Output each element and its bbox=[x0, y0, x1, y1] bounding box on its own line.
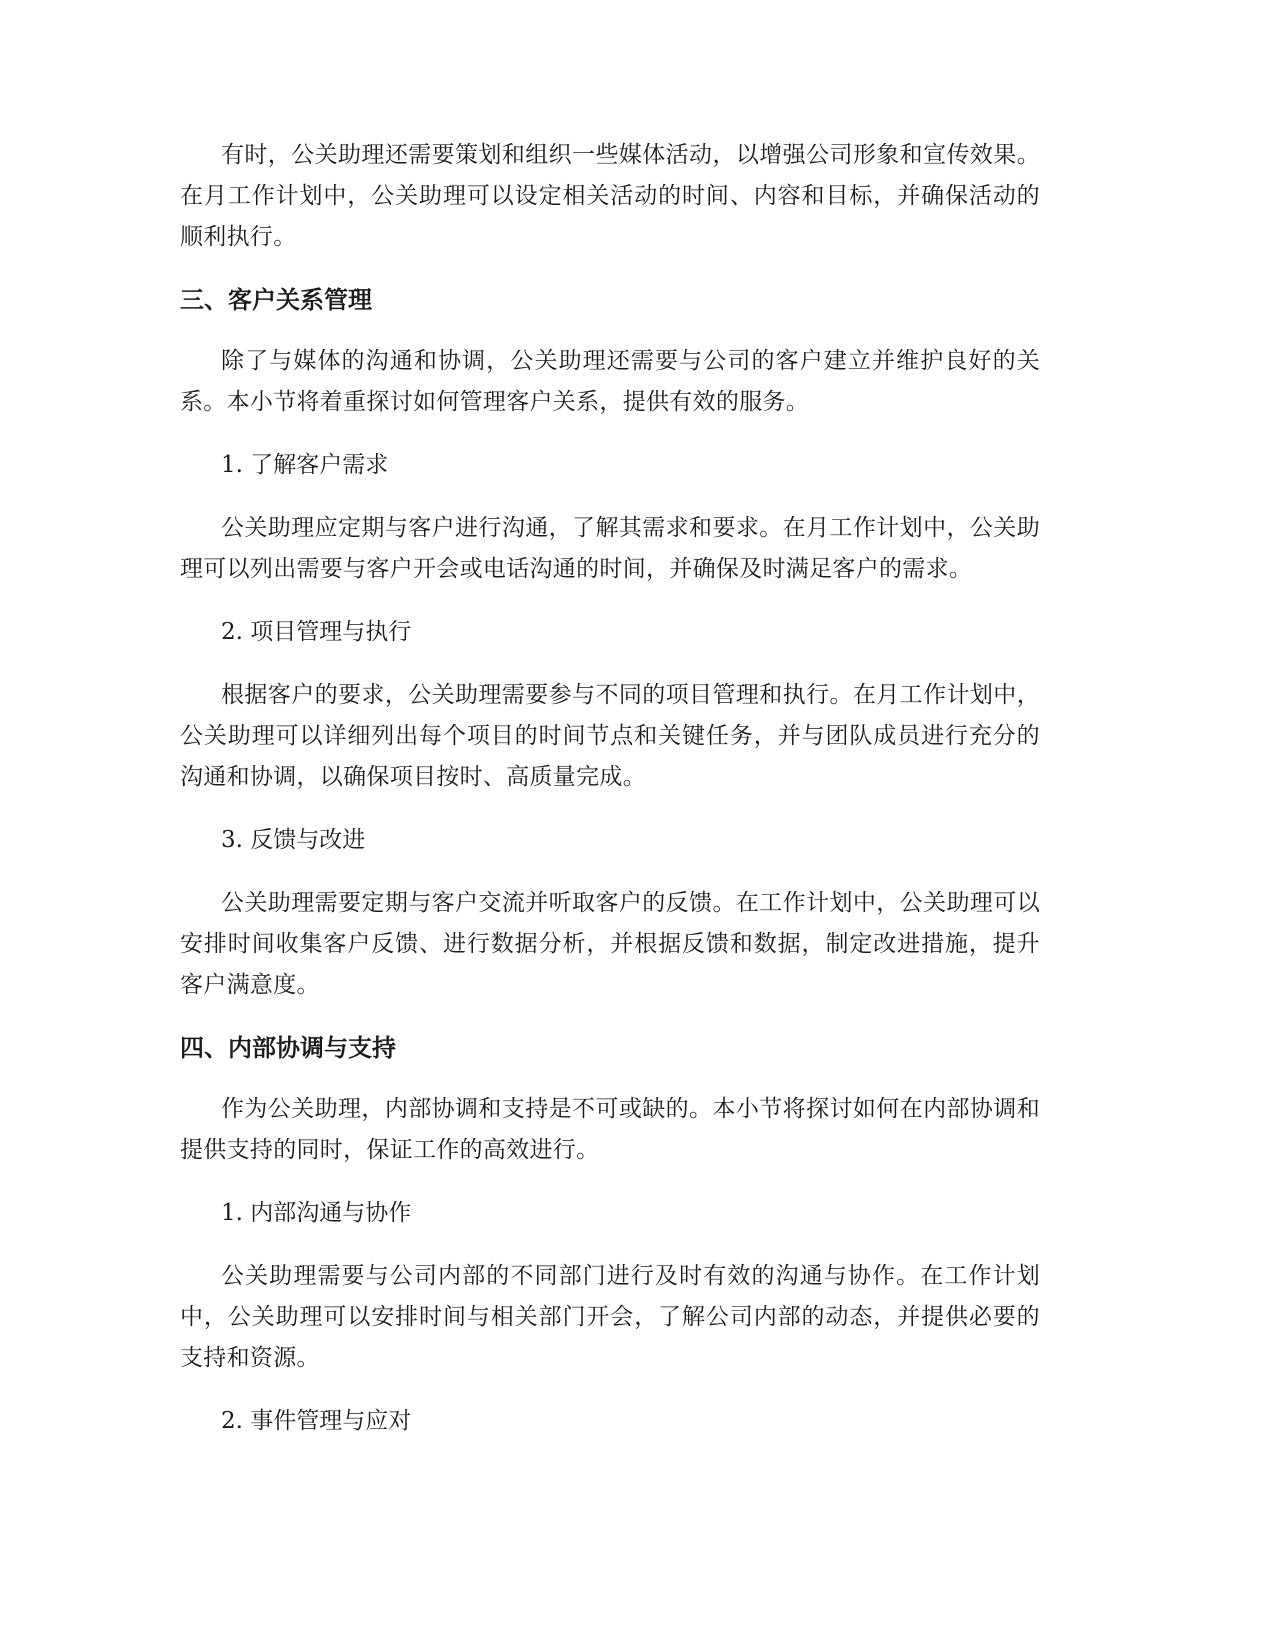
paragraph-internal-communication: 公关助理需要与公司内部的不同部门进行及时有效的沟通与协作。在工作计划中，公关助理可以安排时间与相关部门开会，了解公司内部的动态，并提供必要的支持和资源。 bbox=[180, 1263, 1040, 1371]
paragraph-customer-intro: 除了与媒体的沟通和协调，公关助理还需要与公司的客户建立并维护良好的关系。本小节将着重探讨如何管理客户关系，提供有效的服务。 bbox=[180, 348, 1040, 415]
paragraph-project-management: 根据客户的要求，公关助理需要参与不同的项目管理和执行。在月工作计划中，公关助理可以详细列出每个项目的时间节点和关键任务，并与团队成员进行充分的沟通和协调，以确保项目按时、高质量完成。 bbox=[180, 682, 1040, 790]
subsection-title-understand-needs: 1. 了解客户需求 bbox=[221, 452, 389, 478]
paragraph-feedback: 公关助理需要定期与客户交流并听取客户的反馈。在工作计划中，公关助理可以安排时间收集客户反馈、进行数据分析，并根据反馈和数据，制定改进措施，提升客户满意度。 bbox=[180, 890, 1040, 998]
paragraph-understand-needs: 公关助理应定期与客户进行沟通，了解其需求和要求。在月工作计划中，公关助理可以列出需要与客户开会或电话沟通的时间，并确保及时满足客户的需求。 bbox=[180, 515, 1040, 582]
subsection-title-feedback: 3. 反馈与改进 bbox=[221, 827, 366, 853]
section-heading-internal-coordination: 四、内部协调与支持 bbox=[180, 1034, 396, 1062]
subsection-title-internal-communication: 1. 内部沟通与协作 bbox=[221, 1200, 412, 1226]
subsection-title-event-management: 2. 事件管理与应对 bbox=[221, 1408, 412, 1434]
section-heading-customer-relations: 三、客户关系管理 bbox=[180, 286, 372, 314]
document-page bbox=[180, 135, 1040, 1464]
paragraph-internal-intro: 作为公关助理，内部协调和支持是不可或缺的。本小节将探讨如何在内部协调和提供支持的同时，保证工作的高效进行。 bbox=[180, 1096, 1040, 1163]
subsection-title-project-management: 2. 项目管理与执行 bbox=[221, 619, 412, 645]
paragraph-media-activities: 有时，公关助理还需要策划和组织一些媒体活动，以增强公司形象和宣传效果。在月工作计划中，公关助理可以设定相关活动的时间、内容和目标，并确保活动的顺利执行。 bbox=[180, 142, 1040, 250]
